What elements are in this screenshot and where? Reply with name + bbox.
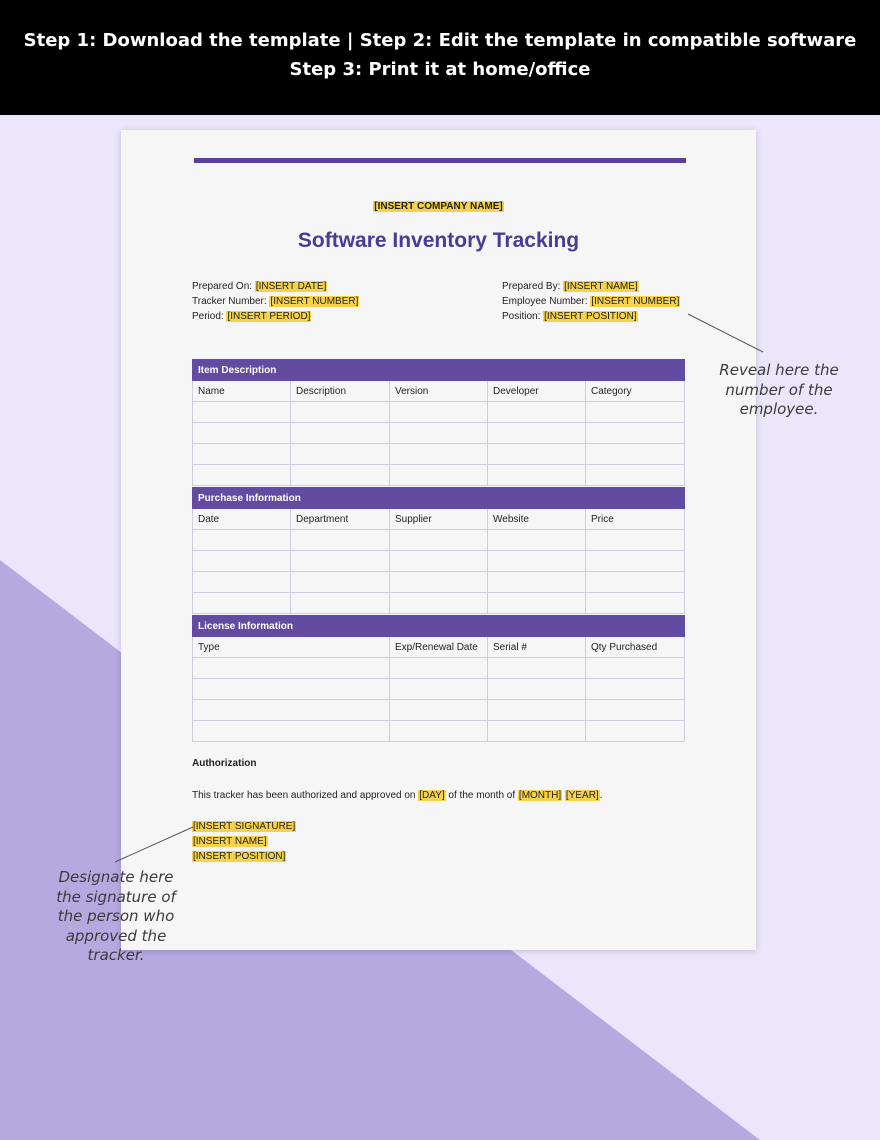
column-header: Date: [193, 509, 291, 530]
banner-line-2: Step 3: Print it at home/office: [289, 59, 591, 80]
meta-value: [INSERT POSITION]: [544, 311, 637, 323]
column-header: Department: [291, 509, 390, 530]
name-placeholder: [INSERT NAME]: [193, 836, 267, 847]
column-header: Qty Purchased: [586, 637, 685, 658]
column-header: Type: [193, 637, 390, 658]
month-placeholder: [MONTH]: [518, 790, 562, 801]
column-header: Name: [193, 381, 291, 402]
meta-label: Prepared By:: [502, 281, 564, 292]
column-header: Developer: [488, 381, 586, 402]
column-header: Description: [291, 381, 390, 402]
section-title: Item Description: [193, 360, 685, 381]
column-header: Exp/Renewal Date: [390, 637, 488, 658]
position-placeholder: [INSERT POSITION]: [193, 851, 286, 862]
employee-callout-line: [688, 314, 763, 352]
banner-line-1: Step 1: Download the template | Step 2: Edit the template in compatible software: [23, 30, 857, 51]
signature-callout-line: [115, 827, 193, 862]
year-placeholder: [YEAR]: [565, 790, 599, 801]
meta-value: [INSERT DATE]: [255, 281, 327, 292]
auth-period: .: [599, 790, 603, 801]
meta-label: Position:: [502, 311, 544, 323]
column-header: Website: [488, 509, 586, 530]
meta-value: [INSERT PERIOD]: [227, 311, 311, 323]
company-name-placeholder: [INSERT COMPANY NAME]: [374, 201, 503, 212]
section-title: License Information: [193, 616, 685, 637]
employee-note: Reveal here the number of the employee.: [719, 361, 839, 418]
column-header: Price: [586, 509, 685, 530]
day-placeholder: [DAY]: [419, 790, 445, 801]
signature-note: Designate here the signature of the person who approved the tracker.: [56, 868, 176, 964]
authorization-heading: Authorization: [192, 758, 257, 769]
meta-label: Employee Number:: [502, 296, 591, 308]
meta-value: [INSERT NAME]: [564, 281, 638, 292]
meta-value: [INSERT NUMBER]: [591, 296, 680, 308]
meta-label: Prepared On:: [192, 281, 255, 292]
signature-placeholder: [INSERT SIGNATURE]: [193, 821, 296, 832]
meta-label: Period:: [192, 311, 227, 323]
column-header: Version: [390, 381, 488, 402]
meta-value: [INSERT NUMBER]: [270, 296, 359, 308]
auth-text-before: This tracker has been authorized and approved on: [192, 790, 419, 801]
auth-text-middle: of the month of: [445, 790, 518, 801]
column-header: Category: [586, 381, 685, 402]
section-title: Purchase Information: [193, 488, 685, 509]
column-header: Supplier: [390, 509, 488, 530]
document-title: Software Inventory Tracking: [297, 229, 580, 252]
meta-label: Tracker Number:: [192, 296, 270, 308]
column-header: Serial #: [488, 637, 586, 658]
